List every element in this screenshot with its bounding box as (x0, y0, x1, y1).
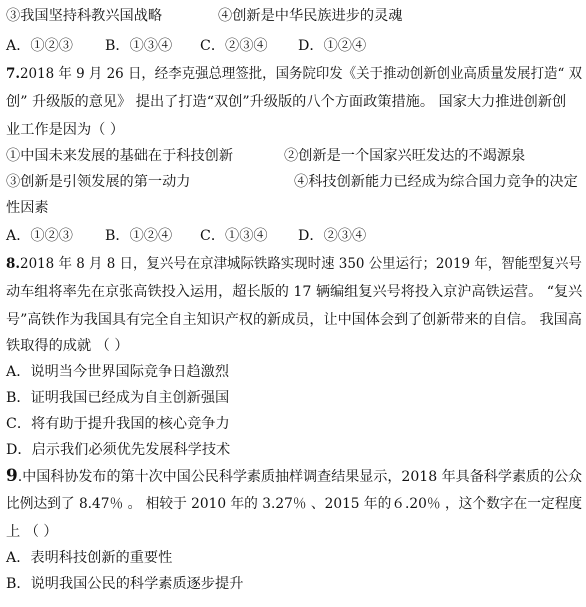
q8-stem-1: 2018 年 8 月 8 日，复兴号在京津城际铁路实现时速 350 公里运行；2019 年，智能型复兴号 (20, 256, 582, 272)
option-c[interactable]: C．②③④ (200, 38, 268, 54)
q9-number: 9 (6, 466, 18, 486)
q9-option-b[interactable]: B．说明我国公民的科学素质逐步提升 (6, 576, 244, 592)
q8-line-3: 号”高铁作为我国具有完全自主知识产权的新成员，让中国体会到了创新带来的自信。 我国高 (6, 312, 582, 328)
q7-item-1: ①中国未来发展的基础在于科技创新 (6, 148, 234, 164)
q8-option-b[interactable]: B．证明我国已经成为自主创新强国 (6, 390, 230, 406)
q7-item-4-cont: 性因素 (6, 200, 49, 216)
q7-line-2: 创” 升级版的意见》 提出了打造“双创”升级版的八个方面政策措施。 国家大力推进创新创 (6, 94, 567, 110)
q8-option-c[interactable]: C．将有助于提升我国的核心竞争力 (6, 416, 230, 432)
q9-line-2: 比例达到了 8.47％ 。 相较于 2010 年的 3.27％ 、2015 年的６.20％ ，这个数字在一定程度 (6, 496, 583, 512)
q7-option-b[interactable]: B．①②④ (105, 228, 173, 244)
option-d[interactable]: D．①②④ (298, 38, 367, 54)
q7-option-d[interactable]: D．②③④ (298, 228, 367, 244)
q7-option-c[interactable]: C．①③④ (200, 228, 268, 244)
item-4: ④创新是中华民族进步的灵魂 (218, 8, 403, 24)
q7-line-1 (6, 64, 582, 88)
q8-option-d[interactable]: D．启示我们必须优先发展科学技术 (6, 442, 231, 458)
q9-line-3: 上 （ ） (6, 524, 58, 540)
q8-number: 8. (6, 256, 21, 272)
q8-line-1 (6, 254, 582, 278)
q8-option-a[interactable]: A．说明当今世界国际竞争日趋激烈 (6, 364, 230, 380)
option-b[interactable]: B．①③④ (105, 38, 173, 54)
q7-line-3: 业工作是因为（ ） (6, 122, 125, 138)
q7-item-2: ②创新是一个国家兴旺发达的不竭源泉 (284, 148, 526, 164)
q7-number: 7. (6, 66, 21, 82)
q8-line-4: 铁取得的成就 （ ） (6, 338, 129, 354)
q9-option-a[interactable]: A．表明科技创新的重要性 (6, 550, 173, 566)
q7-option-a[interactable]: A．①②③ (6, 228, 73, 244)
q7-stem-1: 2018 年 9 月 26 日，经李克强总理签批，国务院印发《关于推动创新创业高质量发展打造“ 双 (20, 66, 583, 82)
q7-item-3: ③创新是引领发展的第一动力 (6, 174, 191, 190)
option-a[interactable]: A．①②③ (6, 38, 73, 54)
item-3: ③我国坚持科教兴国战略 (6, 8, 163, 24)
q7-item-4: ④科技创新能力已经成为综合国力竞争的决定 (294, 174, 578, 190)
q9-stem-1: .中国科协发布的第十次中国公民科学素质抽样调查结果显示，2018 年具备科学素质的公众 (17, 469, 583, 485)
q8-line-2: 动车组将率先在京张高铁投入运用，超长版的 17 辆编组复兴号将投入京沪高铁运营。 “复兴 (6, 284, 583, 300)
q9-line-1 (6, 466, 582, 490)
